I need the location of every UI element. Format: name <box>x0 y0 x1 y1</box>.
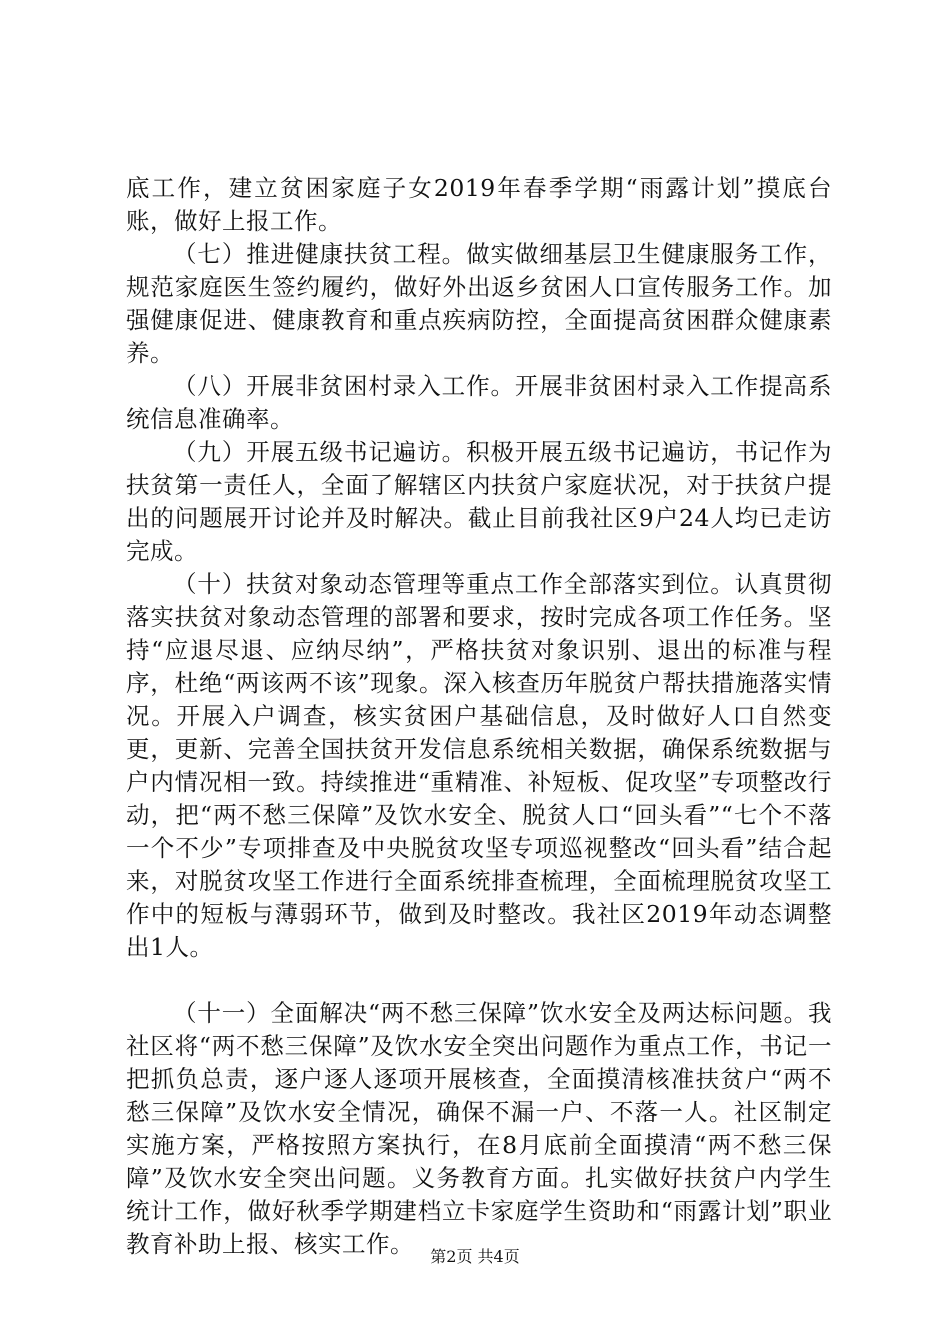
paragraph-item-10: （十）扶贫对象动态管理等重点工作全部落实到位。认真贯彻落实扶贫对象动态管理的部署和要求，按时完成各项工作任务。坚持“应退尽退、应纳尽纳”，严格扶贫对象识别、退出的标准与程序，杜绝“两该两不该”现象。深入核查历年脱贫户帮扶措施落实情况。开展入户调查，核实贫困户基础信息，及时做好人口自然变更，更新、完善全国扶贫开发信息系统相关数据，确保系统数据与户内情况相一致。持续推进“重精准、补短板、促攻坚”专项整改行动，把“两不愁三保障”及饮水安全、脱贫人口“回头看”“七个不落一个不少”专项排查及中央脱贫攻坚专项巡视整改“回头看”结合起来，对脱贫攻坚工作进行全面系统排查梳理，全面梳理脱贫攻坚工作中的短板与薄弱环节，做到及时整改。我社区2019年动态调整出1人。 <box>126 570 832 961</box>
paragraph-item-8: （八）开展非贫困村录入工作。开展非贫困村录入工作提高系统信息准确率。 <box>126 372 832 433</box>
paragraph-item-11: （十一）全面解决“两不愁三保障”饮水安全及两达标问题。我社区将“两不愁三保障”及饮水安全突出问题作为重点工作，书记一把抓负总责，逐户逐人逐项开展核查，全面摸清核准扶贫户“两不愁三保障”及饮水安全情况，确保不漏一户、不落一人。社区制定实施方案，严格按照方案执行，在8月底前全面摸清“两不愁三保障”及饮水安全突出问题。义务教育方面。扎实做好扶贫户内学生统计工作，做好秋季学期建档立卡家庭学生资助和“雨露计划”职业教育补助上报、核实工作。 <box>126 999 832 1258</box>
paragraph-item-9: （九）开展五级书记遍访。积极开展五级书记遍访，书记作为扶贫第一责任人，全面了解辖区内扶贫户家庭状况，对于扶贫户提出的问题展开讨论并及时解决。截止目前我社区9户24人均已走访完成。 <box>126 438 832 565</box>
document-body <box>126 172 832 1261</box>
paragraph-item-7: （七）推进健康扶贫工程。做实做细基层卫生健康服务工作，规范家庭医生签约履约，做好外出返乡贫困人口宣传服务工作。加强健康促进、健康教育和重点疾病防控，全面提高贫困群众健康素养。 <box>126 240 832 367</box>
page-footer: 第2页 共4页 <box>430 1247 520 1266</box>
paragraph-continuation: 底工作，建立贫困家庭子女2019年春季学期“雨露计划”摸底台账，做好上报工作。 <box>126 174 832 235</box>
